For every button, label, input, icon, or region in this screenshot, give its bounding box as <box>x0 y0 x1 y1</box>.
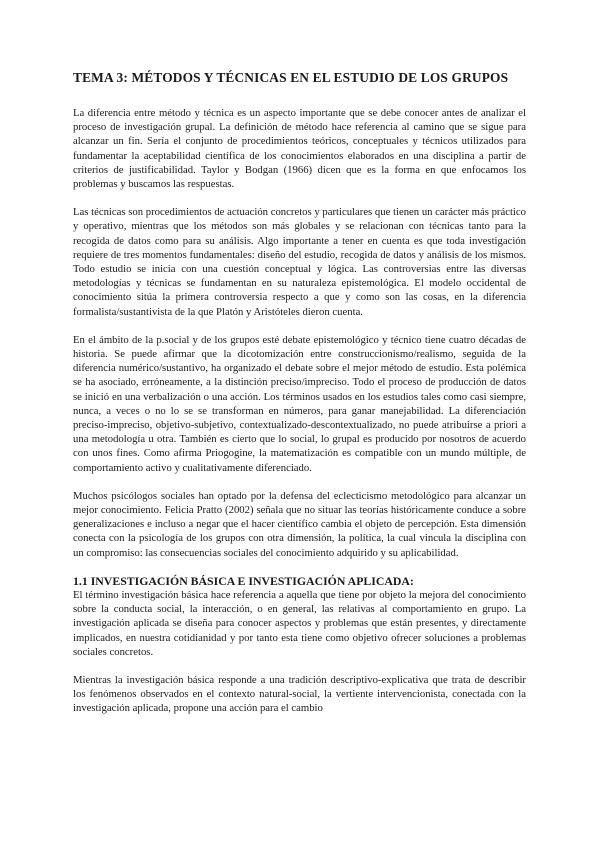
intro-paragraph-3: En el ámbito de la p.social y de los grupos esté debate epistemológico y técnico tiene cuatro décadas de historia. Se puede afirmar que la dicotomización entre construccionismo/realismo, seguida de la diferencia numérico/sustantivo, ha organizado el debate sobre el mejor método de estudio. Esta polémica se ha asociado, erróneamente, a la distinción preciso/impreciso. Todo el proceso de producción de datos se inició en una verbalización o una acción. Los términos usados en los estudios tales como casi siempre, nunca, a veces o no lo se se transforman en números, para ganar manejabilidad. La diferenciación preciso-impreciso, objetivo-subjetivo, contextualizado-descontextualizado, no puede atribuirse a priori a una metodología u otra. También es cierto que lo social, lo grupal es producido por nosotros de acuerdo con unos fines. Como afirma Priogogine, la matematización es compatible con un mundo múltiple, de comportamiento activo y cualitativamente diferenciado. <box>73 333 526 474</box>
section-paragraph-2: Mientras la investigación básica responde a una tradición descriptivo-explicativa que trata de describir los fenómenos observados en el contexto natural-social, la vertiente intervencionista, conectada con la investigación aplicada, propone una acción para el cambio <box>73 673 526 715</box>
document-page <box>73 70 526 730</box>
intro-paragraph-1: La diferencia entre método y técnica es un aspecto importante que se debe conocer antes de analizar el proceso de investigación grupal. La definición de método hace referencia al camino que se sigue para alcanzar un fin. Sería el conjunto de procedimientos teóricos, conceptuales y técnicos utilizados para fundamentar la aceptabilidad científica de los conocimientos elaborados en una disciplina a partir de criterios de justificabilidad. Taylor y Bodgan (1966) dicen que es la forma en que enfocamos los problemas y buscamos las respuestas. <box>73 107 526 191</box>
intro-paragraph-4: Muchos psicólogos sociales han optado por la defensa del eclecticismo metodológico para alcanzar un mejor conocimiento. Felicia Pratto (2002) señala que no situar las teorías históricamente conduce a sobre generalizaciones e incluso a negar que el hacer científico cambia el objeto de percepción. Esta dimensión conecta con la psicología de los grupos con otra dimensión, la política, la cual vincula la disciplina con un compromiso: las consecuencias sociales del conocimiento adquirido y su aplicabilidad. <box>73 489 526 559</box>
intro-paragraph-2: Las técnicas son procedimientos de actuación concretos y particulares que tienen un carácter más práctico y operativo, mientras que los métodos son más globales y se relacionan con técnicas tanto para la recogida de datos como para su análisis. Algo importante a tener en cuenta es que toda investigación requiere de tres momentos fundamentales: diseño del estudio, recogida de datos y análisis de los mismos. Todo estudio se inicia con una cuestión conceptual y lógica. Las controversias entre las diversas metodologías y técnicas se fundamentan en su naturaleza epistemológica. El modelo occidental de conocimiento sitúa la primera controversia respecto a que y como son las cosas, en la diferencia formalista/sustantivista de la que Platón y Aristóteles dieron cuenta. <box>73 206 526 318</box>
section-paragraph-1: El término investigación básica hace referencia a aquella que tiene por objeto la mejora del conocimiento sobre la conducta social, la interacción, o en general, las relativas al comportamiento en grupo. La investigación aplicada se diseña para conocer aspectos y problemas que están presentes, y directamente implicados, en nuestra cotidianidad y por tanto esta tiene como objetivo ofrecer soluciones a problemas sociales concretos. <box>73 588 526 658</box>
document-title: TEMA 3: MÉTODOS Y TÉCNICAS EN EL ESTUDIO DE LOS GRUPOS <box>73 70 509 85</box>
section-heading: 1.1 INVESTIGACIÓN BÁSICA E INVESTIGACIÓN APLICADA: <box>73 573 414 588</box>
